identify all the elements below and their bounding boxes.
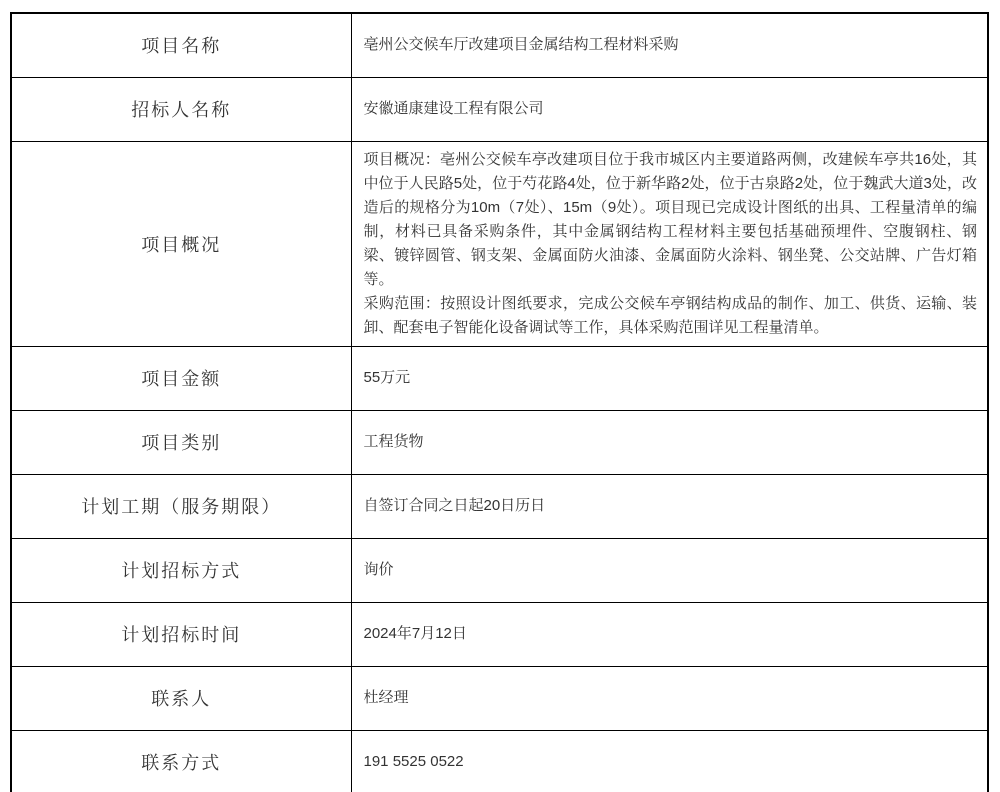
- row-project-amount: [11, 346, 988, 410]
- row-contact-phone: [11, 730, 988, 792]
- tender-method-value: 询价: [351, 538, 988, 602]
- contact-person-label: 联系人: [11, 666, 351, 730]
- row-tender-method: [11, 538, 988, 602]
- tenderer-name-label: 招标人名称: [11, 77, 351, 141]
- overview-paragraph-scope: 项目概况：亳州公交候车亭改建项目位于我市城区内主要道路两侧，改建候车亭共16处，其中位于人民路5处，位于芍花路4处，位于新华路2处，位于古泉路2处，位于魏武大道3处，改造后的规格分为10m（7处）、15m（9处）。项目现已完成设计图纸的出具、工程量清单的编制，材料已具备采购条件，其中金属钢结构工程材料主要包括基础预埋件、空腹钢柱、钢梁、镀锌圆管、钢支架、金属面防火油漆、金属面防火涂料、钢坐凳、公交站牌、广告灯箱等。: [363, 150, 977, 288]
- tender-time-value: 2024年7月12日: [351, 602, 988, 666]
- project-name-value: 亳州公交候车厅改建项目金属结构工程材料采购: [351, 13, 988, 77]
- tender-info-table: [10, 12, 989, 792]
- project-category-value: 工程货物: [351, 410, 988, 474]
- planned-duration-label: 计划工期（服务期限）: [11, 474, 351, 538]
- row-project-name: [11, 13, 988, 77]
- tenderer-name-value: 安徽通康建设工程有限公司: [351, 77, 988, 141]
- overview-paragraph-procurement: 采购范围：按照设计图纸要求，完成公交候车亭钢结构成品的制作、加工、供货、运输、装卸、配套电子智能化设备调试等工作，具体采购范围详见工程量清单。: [363, 294, 977, 336]
- row-project-category: [11, 410, 988, 474]
- project-overview-label: 项目概况: [11, 141, 351, 346]
- project-amount-label: 项目金额: [11, 346, 351, 410]
- tender-time-label: 计划招标时间: [11, 602, 351, 666]
- project-amount-value: 55万元: [351, 346, 988, 410]
- contact-phone-value: 191 5525 0522: [351, 730, 988, 792]
- planned-duration-value: 自签订合同之日起20日历日: [351, 474, 988, 538]
- project-name-label: 项目名称: [11, 13, 351, 77]
- row-tenderer-name: [11, 77, 988, 141]
- row-contact-person: [11, 666, 988, 730]
- contact-person-value: 杜经理: [351, 666, 988, 730]
- row-tender-time: [11, 602, 988, 666]
- contact-phone-label: 联系方式: [11, 730, 351, 792]
- tender-method-label: 计划招标方式: [11, 538, 351, 602]
- project-overview-value: [351, 141, 988, 346]
- row-planned-duration: [11, 474, 988, 538]
- row-project-overview: [11, 141, 988, 346]
- project-category-label: 项目类别: [11, 410, 351, 474]
